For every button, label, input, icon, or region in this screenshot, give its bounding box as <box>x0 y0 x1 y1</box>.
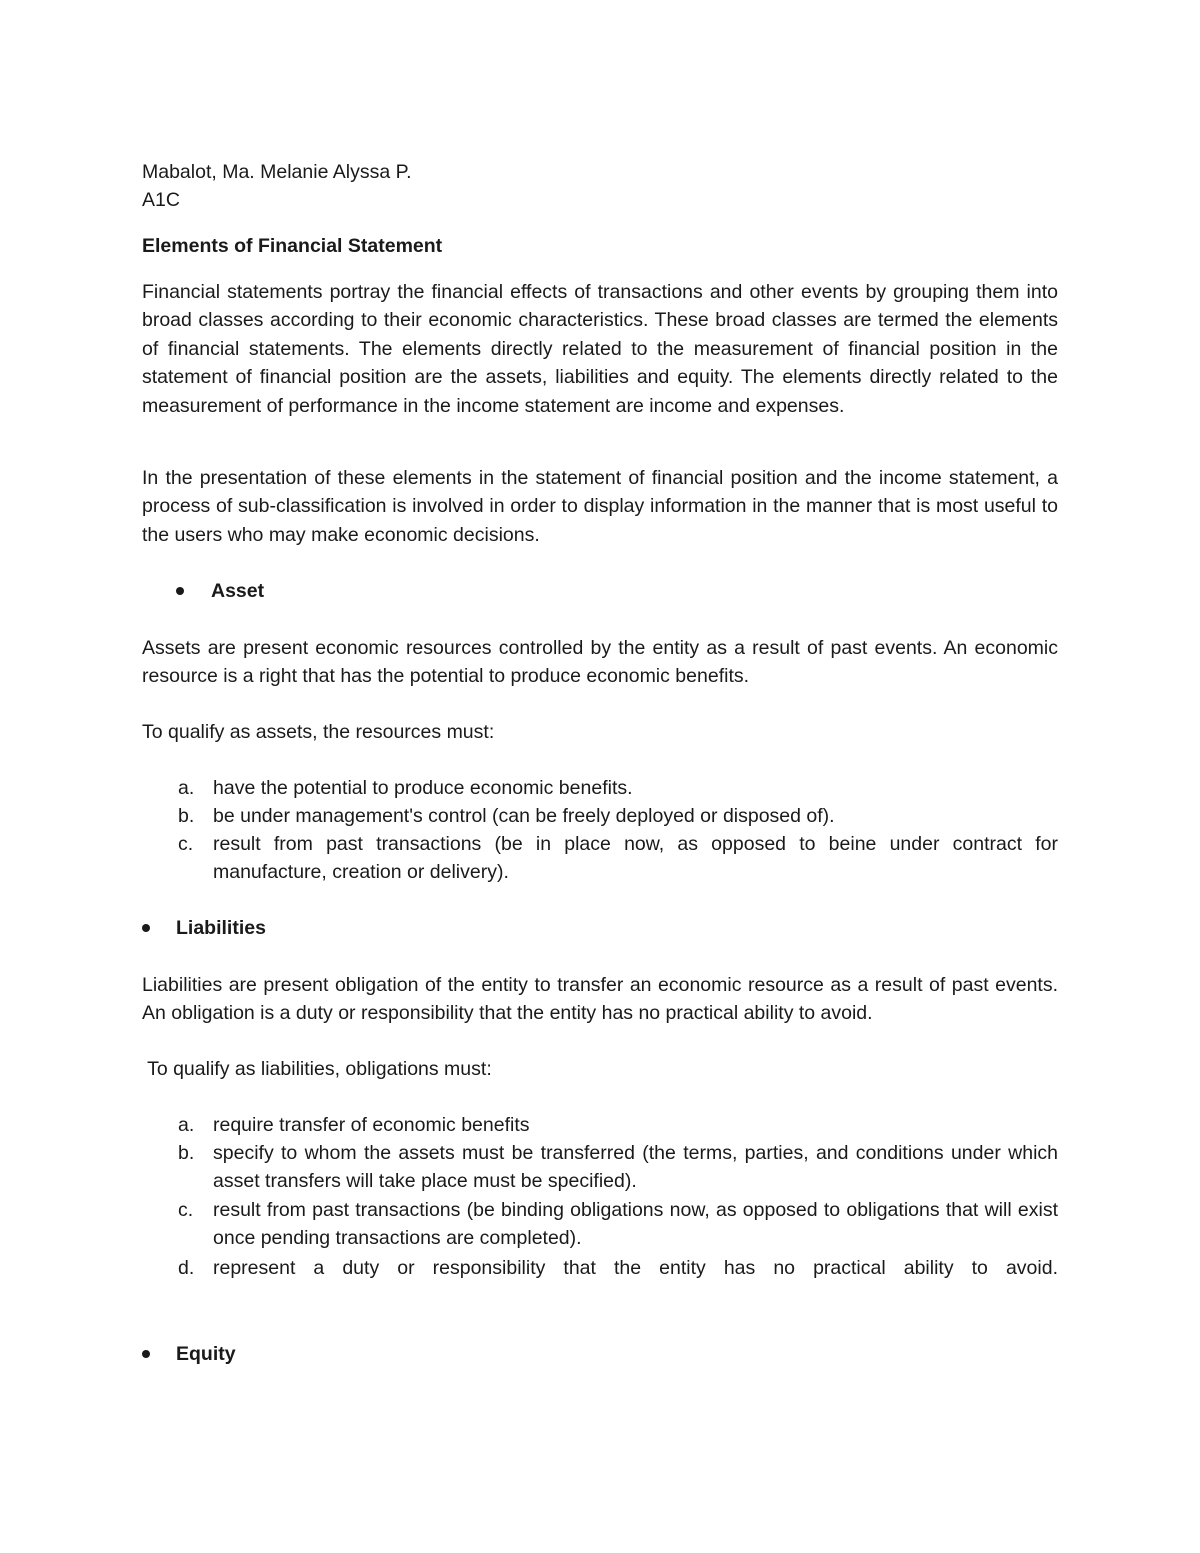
intro-paragraph-2: In the presentation of these elements in the statement of financial position and the income statement, a process of sub-classification is involved in order to display information in the manner that is most useful to the users who may make economic decisions. <box>142 467 1058 546</box>
list-marker: a. <box>178 1114 195 1136</box>
liabilities-list-item <box>178 1254 1058 1282</box>
equity-heading: Equity <box>176 1343 236 1365</box>
liabilities-list-item <box>178 1196 1058 1253</box>
author-section: A1C <box>142 189 180 211</box>
asset-definition: Assets are present economic resources controlled by the entity as a result of past events. An economic resource is a right that has the potential to produce economic benefits. <box>142 637 1058 688</box>
liabilities-heading: Liabilities <box>176 917 266 939</box>
list-marker: c. <box>178 833 194 855</box>
list-text: represent a duty or responsibility that the entity has no practical ability to avoid. <box>213 1257 1058 1279</box>
list-marker: b. <box>178 805 195 827</box>
bullet-icon <box>142 924 150 932</box>
list-marker: a. <box>178 777 195 799</box>
list-text: be under management's control (can be freely deployed or disposed of). <box>213 805 835 827</box>
list-marker: b. <box>178 1142 195 1164</box>
asset-heading: Asset <box>211 580 265 602</box>
list-text: require transfer of economic benefits <box>213 1114 530 1136</box>
list-text: specify to whom the assets must be transferred (the terms, parties, and conditions under which asset transfers will take place must be specified). <box>213 1142 1058 1193</box>
list-marker: c. <box>178 1199 194 1221</box>
intro-paragraph-1: Financial statements portray the financial effects of transactions and other events by grouping them into broad classes according to their economic characteristics. These broad classes are termed the elements of financial statements. The elements directly related to the measurement of financial position in the statement of financial position are the assets, liabilities and equity. The elements directly related to the measurement of performance in the income statement are income and expenses. <box>142 281 1058 417</box>
asset-list-item <box>178 774 1058 802</box>
bullet-icon <box>142 1350 150 1358</box>
author-name: Mabalot, Ma. Melanie Alyssa P. <box>142 161 412 183</box>
list-text: result from past transactions (be in place now, as opposed to beine under contract for manufacture, creation or delivery). <box>213 833 1058 884</box>
liabilities-list-item <box>178 1139 1058 1196</box>
bullet-icon <box>176 587 184 595</box>
document-title: Elements of Financial Statement <box>142 235 443 257</box>
list-text: have the potential to produce economic benefits. <box>213 777 633 799</box>
asset-list-item <box>178 830 1058 887</box>
list-text: result from past transactions (be binding obligations now, as opposed to obligations that will exist once pending transactions are completed). <box>213 1199 1058 1250</box>
liabilities-list-item <box>178 1111 1058 1139</box>
liabilities-definition: Liabilities are present obligation of the entity to transfer an economic resource as a result of past events. An obligation is a duty or responsibility that the entity has no practical ability to avoid. <box>142 974 1058 1025</box>
asset-list-item <box>178 802 1058 830</box>
liabilities-qualify-intro: To qualify as liabilities, obligations must: <box>142 1058 492 1080</box>
list-marker: d. <box>178 1257 195 1279</box>
asset-qualify-intro: To qualify as assets, the resources must: <box>142 721 495 743</box>
